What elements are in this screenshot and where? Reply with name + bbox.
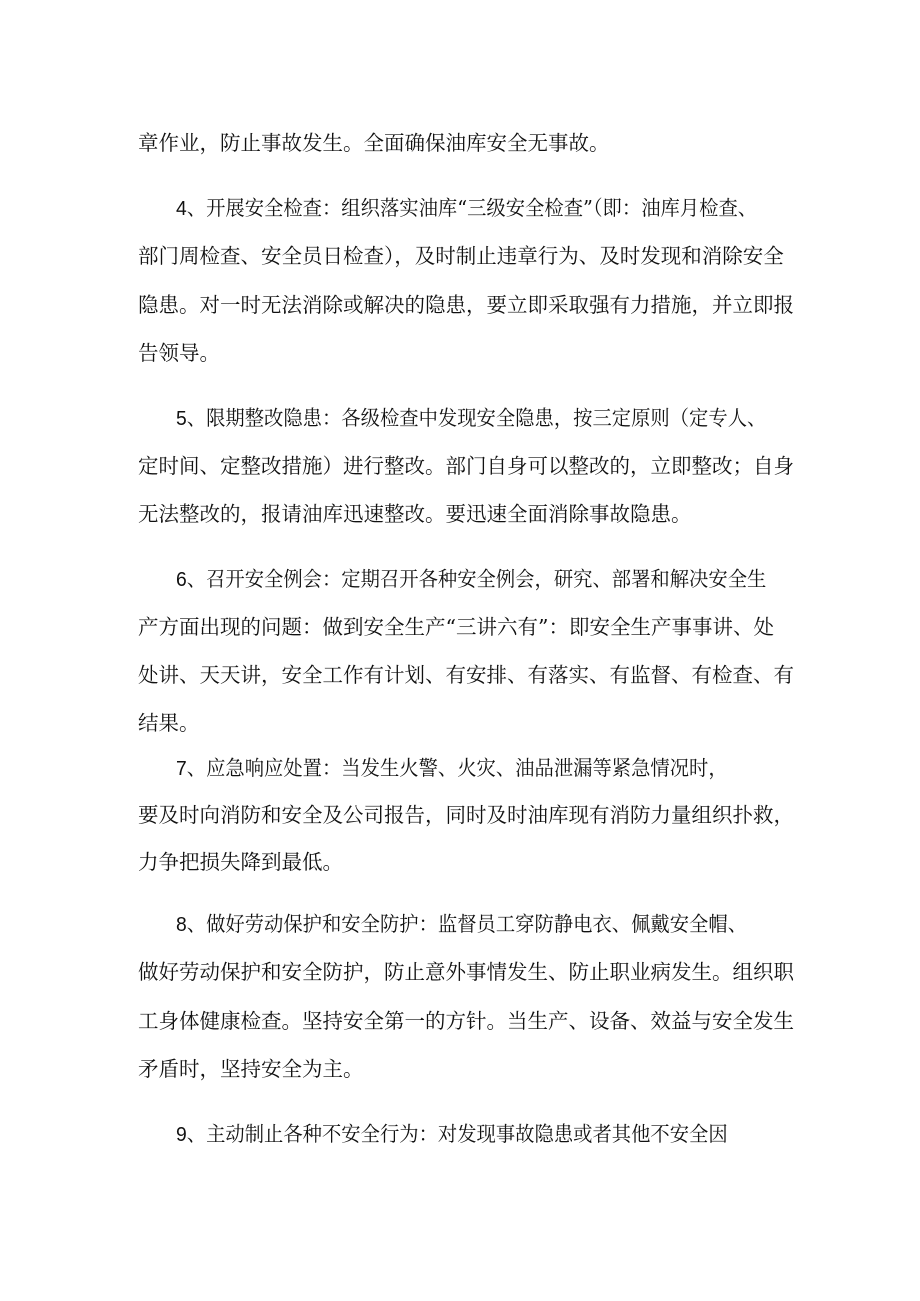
item-number: 4 — [176, 197, 187, 220]
item-6-heading-line: 6、召开安全例会：定期召开各种安全例会，研究、部署和解决安全生 — [176, 567, 767, 591]
item-9-heading-line: 9、主动制止各种不安全行为：对发现事故隐患或者其他不安全因 — [176, 1122, 728, 1146]
text-line: 章作业，防止事故发生。全面确保油库安全无事故。 — [138, 131, 610, 155]
item-7-heading-line: 7、应急响应处置：当发生火警、火灾、油品泄漏等紧急情况时， — [176, 756, 728, 780]
item-number: 5 — [176, 407, 187, 430]
text-line: 无法整改的，报请油库迅速整改。要迅速全面消除事故隐患。 — [138, 502, 692, 526]
item-number: 6 — [176, 568, 187, 591]
text-line: 矛盾时，坚持安全为主。 — [138, 1057, 364, 1081]
text-line: 力争把损失降到最低。 — [138, 850, 343, 874]
text-line: 部门周检查、安全员日检查），及时制止违章行为、及时发现和消除安全 — [138, 244, 784, 268]
text-line: 产方面出现的问题：做到安全生产“三讲六有”：即安全生产事事讲、处 — [138, 615, 774, 639]
text-line: 隐患。对一时无法消除或解决的隐患，要立即采取强有力措施，并立即报 — [138, 293, 794, 317]
item-number: 9 — [176, 1123, 187, 1146]
text-line: 结果。 — [138, 711, 200, 735]
item-number: 8 — [176, 913, 187, 936]
text-line: 做好劳动保护和安全防护，防止意外事情发生、防止职业病发生。组织职 — [138, 960, 794, 984]
text-line: 要及时向消防和安全及公司报告，同时及时油库现有消防力量组织扑救， — [138, 803, 794, 827]
item-number: 7 — [176, 757, 187, 780]
item-8-heading-line: 8、做好劳动保护和安全防护：监督员工穿防静电衣、佩戴安全帽、 — [176, 912, 748, 936]
text-line: 定时间、定整改措施）进行整改。部门自身可以整改的，立即整改；自身 — [138, 454, 794, 478]
text-line: 告领导。 — [138, 341, 220, 365]
text-line: 工身体健康检查。坚持安全第一的方针。当生产、设备、效益与安全发生 — [138, 1009, 794, 1033]
text-line: 处讲、天天讲，安全工作有计划、有安排、有落实、有监督、有检查、有 — [138, 663, 794, 687]
item-4-heading-line: 4、开展安全检查：组织落实油库“三级安全检查”（即：油库月检查、 — [176, 196, 758, 220]
item-5-heading-line: 5、限期整改隐患：各级检查中发现安全隐患，按三定原则（定专人、 — [176, 406, 767, 430]
